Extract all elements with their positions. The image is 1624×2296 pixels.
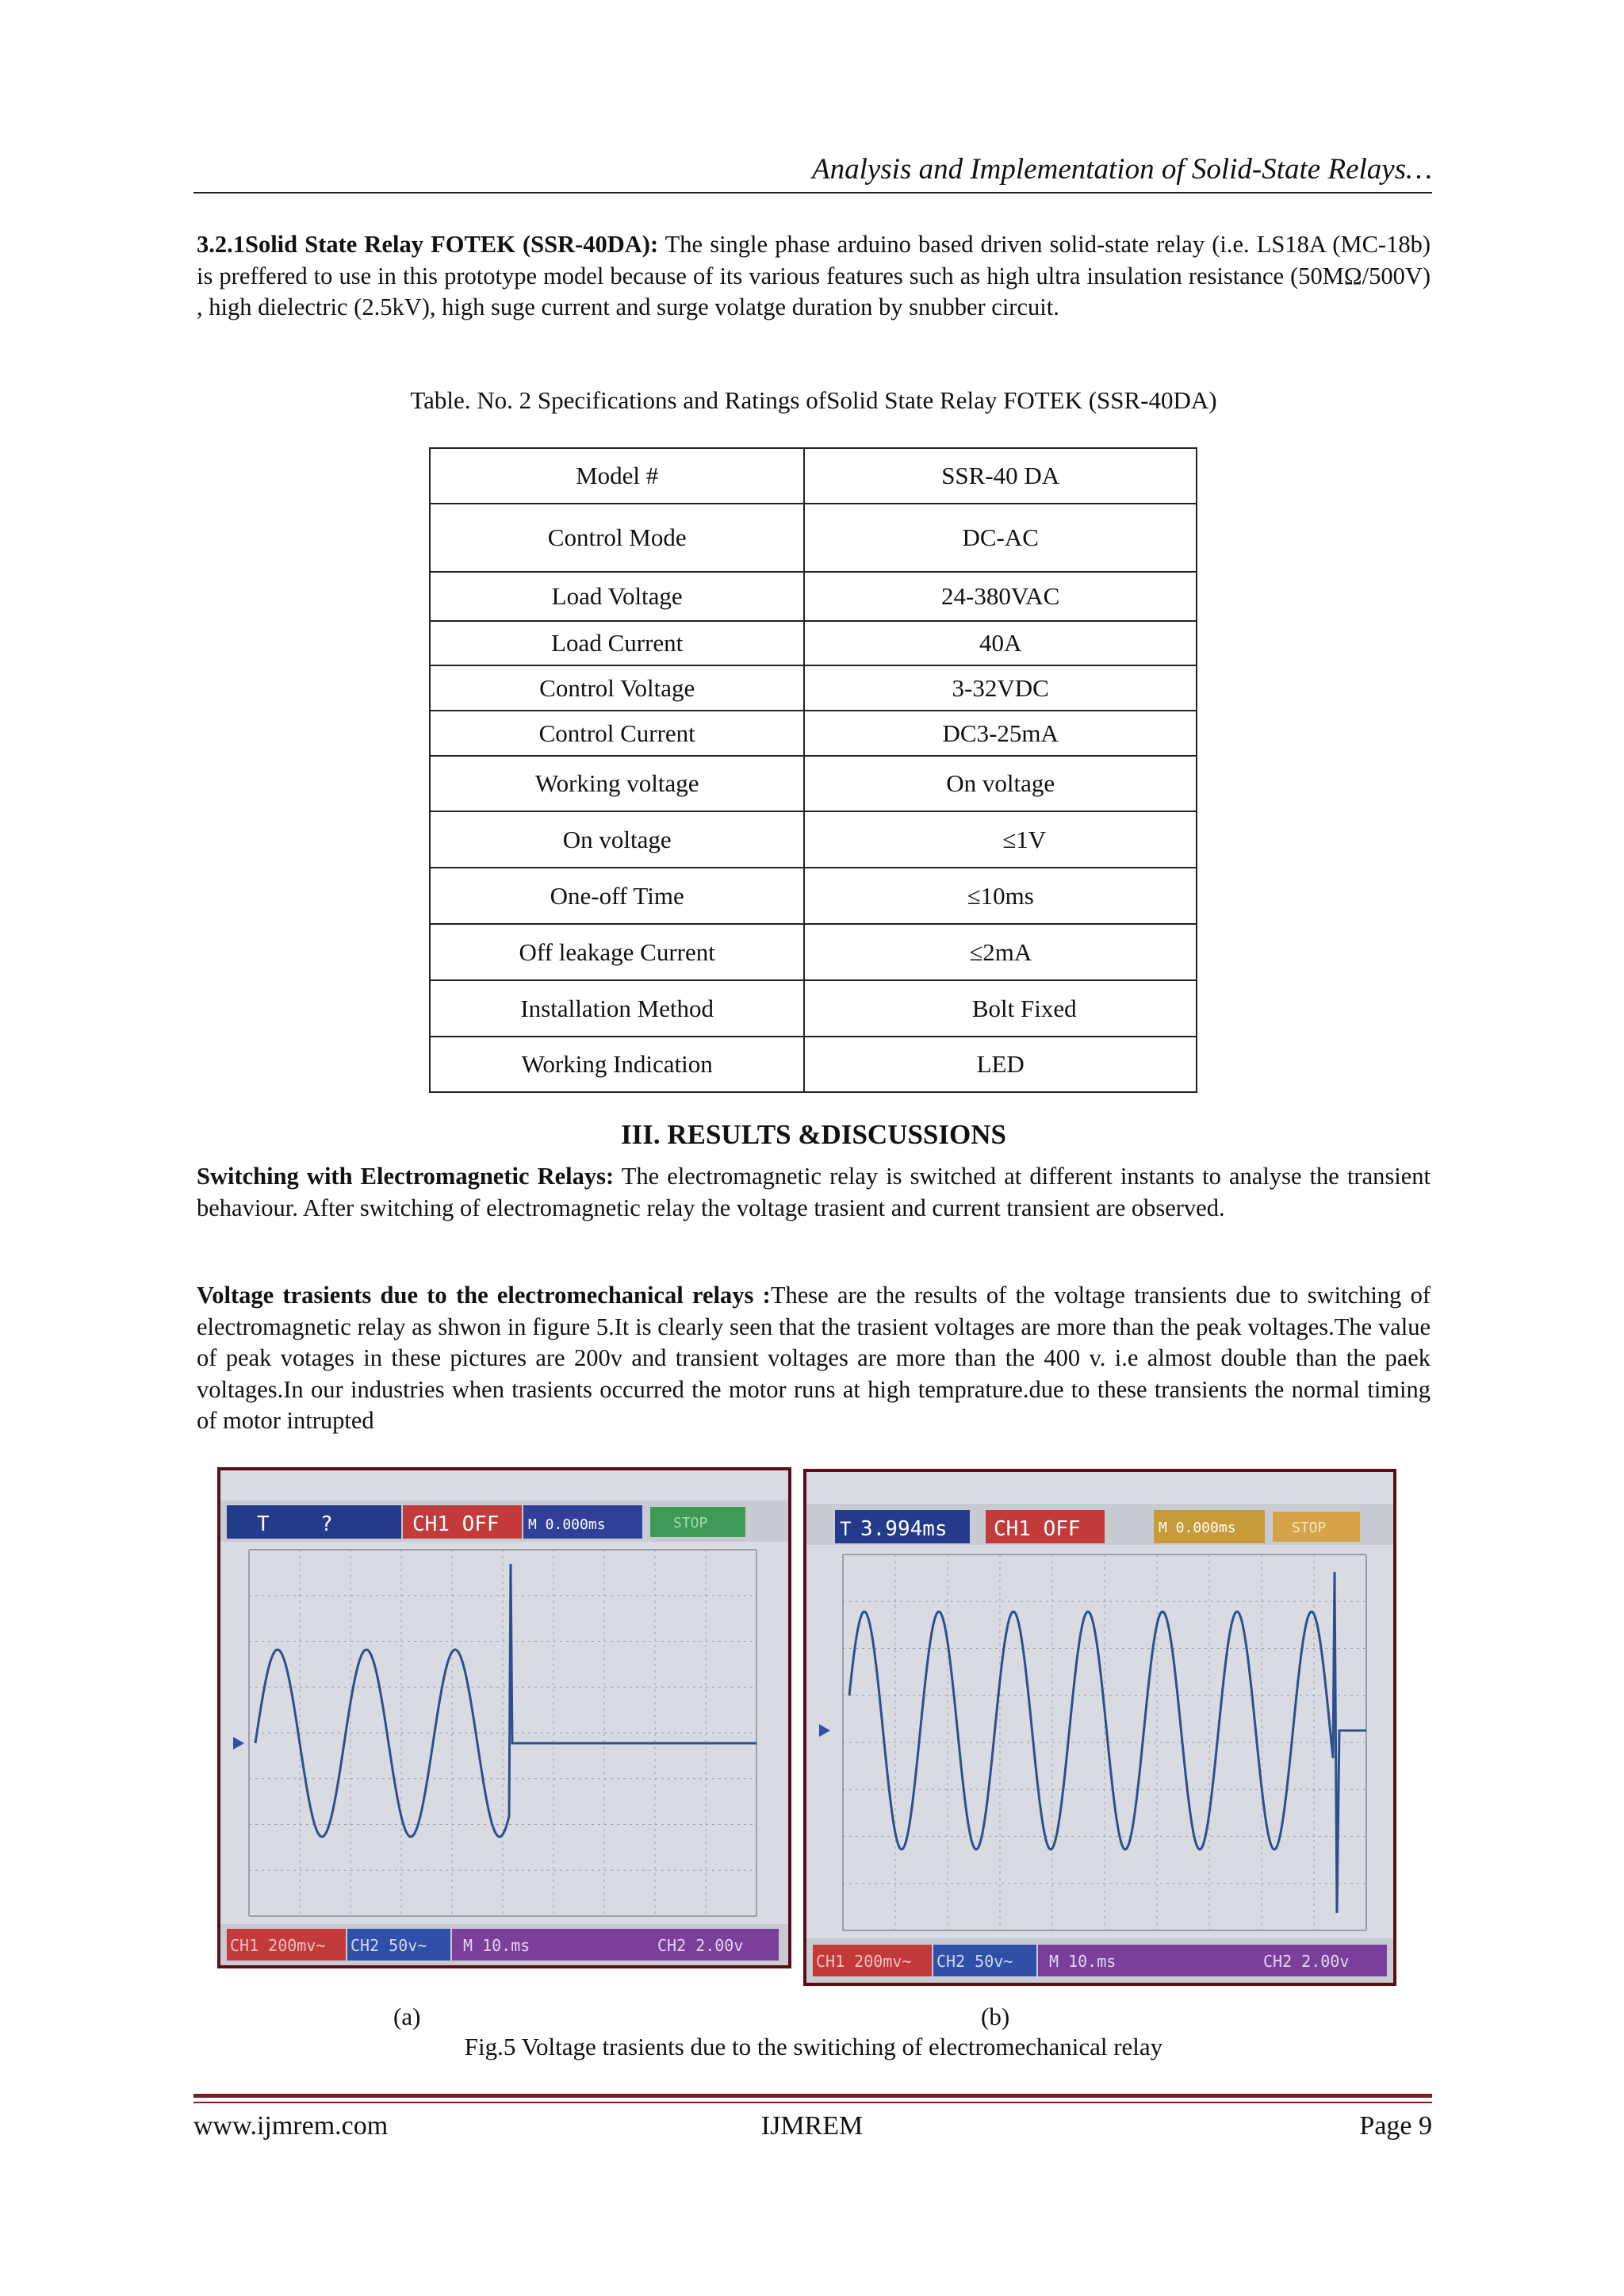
- timebase: M 10.ms: [1049, 1952, 1116, 1971]
- table-cell-label: Working Indication: [430, 1037, 804, 1092]
- figure-caption: Fig.5 Voltage trasients due to the switiching of electromechanical relay: [464, 2033, 1163, 2060]
- table-cell-label: On voltage: [430, 811, 804, 868]
- table-cell-label: Off leakage Current: [430, 924, 804, 980]
- ch1-scale: CH1 200mv~: [816, 1952, 912, 1971]
- table-row: [430, 572, 1197, 621]
- table-cell-value: DC-AC: [804, 504, 1197, 572]
- channel-state: CH1 OFF: [412, 1512, 500, 1536]
- oscilloscope-photo-b: [803, 1469, 1396, 1986]
- table-row: [430, 448, 1197, 504]
- run-state: STOP: [673, 1515, 708, 1531]
- running-header-title: Analysis and Implementation of Solid-State Relays…: [811, 153, 1432, 186]
- figure-label-a: (a): [393, 2003, 421, 2030]
- table-cell-label: Load Voltage: [430, 572, 804, 621]
- table-cell-label: One-off Time: [430, 868, 804, 924]
- footer-website: www.ijmrem.com: [193, 2111, 389, 2141]
- table-row: [430, 711, 1197, 756]
- header-rule: [193, 192, 1432, 194]
- table-cell-value: 40A: [804, 621, 1197, 665]
- table-cell-label: Control Current: [430, 711, 804, 756]
- table-row: [430, 756, 1197, 811]
- voltage-transients-text: These are the results of the voltage transients due to switching of electromagnetic relay as shwon in figure 5.It is clearly seen that the trasient voltages are more than the peak voltages.The value of peak votages in these pictures are 200v and transient voltages are more than the 400 v. i.e almost double than the paek voltages.In our industries when trasients occurred the motor runs at high temprature.due to these transients the normal timing of motor intrupted: [197, 1282, 1431, 1434]
- table-cell-label: Control Mode: [430, 504, 804, 572]
- table-cell-value: 24-380VAC: [804, 572, 1197, 621]
- table-cell-value: SSR-40 DA: [804, 448, 1197, 504]
- voltage-transients-heading: Voltage trasients due to the electromechanical relays :: [197, 1282, 771, 1309]
- switching-heading: Switching with Electromagnetic Relays:: [197, 1163, 615, 1190]
- voltage-transients-paragraph: [197, 1280, 1431, 1437]
- table-row: [430, 868, 1197, 924]
- table-cell-value: ≤10ms: [804, 868, 1197, 924]
- timebase: M 10.ms: [463, 1936, 530, 1955]
- table-cell-label: Installation Method: [430, 980, 804, 1037]
- screen-background: [220, 1470, 788, 1965]
- channel-state: CH1 OFF: [994, 1517, 1081, 1541]
- specifications-table: [429, 447, 1197, 1093]
- trigger-readout-box: [227, 1505, 401, 1539]
- trigger-level: CH2 2.00v: [657, 1936, 744, 1955]
- run-state: STOP: [1292, 1520, 1327, 1536]
- table-row: [430, 980, 1197, 1037]
- table-row: [430, 811, 1197, 868]
- screen-background: [806, 1472, 1393, 1983]
- section-3-2-1-heading: 3.2.1Solid State Relay FOTEK (SSR-40DA):: [197, 231, 659, 258]
- table-row: [430, 621, 1197, 665]
- switching-paragraph: [197, 1161, 1431, 1224]
- table-row: [430, 504, 1197, 572]
- delay-readout: M 0.000ms: [528, 1516, 606, 1533]
- table-row: [430, 665, 1197, 711]
- trigger-level: CH2 2.00v: [1263, 1952, 1350, 1971]
- section-3-2-1-paragraph: [197, 229, 1431, 324]
- table-cell-value: On voltage: [804, 756, 1197, 811]
- table-row: [430, 1037, 1197, 1092]
- ch2-scale: CH2 50v~: [350, 1936, 427, 1955]
- table-cell-label: Load Current: [430, 621, 804, 665]
- section-3-2-1-text: The single phase arduino based driven solid-state relay (i.e. LS18A (MC-18b) is preffered to use in this prototype model because of its various features such as high ultra insulation resistance (50MΩ/500V) , high dielectric (2.5kV), high suge current and surge volatge duration by snubber circuit.: [197, 231, 1431, 320]
- table-cell-value: Bolt Fixed: [804, 980, 1197, 1037]
- trigger-icon: T: [257, 1512, 270, 1536]
- oscilloscope-screen-a: [217, 1467, 791, 1968]
- ch1-scale: CH1 200mv~: [230, 1936, 326, 1955]
- footer-rule-thin: [193, 2102, 1432, 2103]
- footer-rule-thick: [193, 2094, 1432, 2098]
- ch2-scale: CH2 50v~: [936, 1952, 1013, 1971]
- oscilloscope-screen-b: [803, 1469, 1396, 1986]
- trigger-readout: ?: [320, 1512, 333, 1536]
- delay-readout: M 0.000ms: [1159, 1520, 1236, 1536]
- table-cell-label: Working voltage: [430, 756, 804, 811]
- table-cell-label: Control Voltage: [430, 665, 804, 711]
- table-caption: Table. No. 2 Specifications and Ratings ofSolid State Relay FOTEK (SSR-40DA): [410, 386, 1217, 414]
- table-cell-value: 3-32VDC: [804, 665, 1197, 711]
- results-section-heading: III. RESULTS &DISCUSSIONS: [620, 1119, 1006, 1150]
- table-cell-value: LED: [804, 1037, 1197, 1092]
- switching-text: The electromagnetic relay is switched at different instants to analyse the transient behaviour. After switching of electromagnetic relay the voltage trasient and current transient are observed.: [197, 1163, 1431, 1221]
- table-cell-value: ≤1V: [804, 811, 1197, 868]
- figure-label-b: (b): [981, 2003, 1010, 2030]
- table-cell-value: DC3-25mA: [804, 711, 1197, 756]
- table-cell-label: Model #: [430, 448, 804, 504]
- oscilloscope-photo-a: [217, 1467, 791, 1968]
- table-row: [430, 924, 1197, 980]
- trigger-readout: 3.994ms: [860, 1517, 948, 1541]
- footer-journal: IJMREM: [760, 2111, 864, 2141]
- footer-page-number: Page 9: [1359, 2111, 1432, 2141]
- table-cell-value: ≤2mA: [804, 924, 1197, 980]
- trigger-icon: T: [840, 1518, 852, 1540]
